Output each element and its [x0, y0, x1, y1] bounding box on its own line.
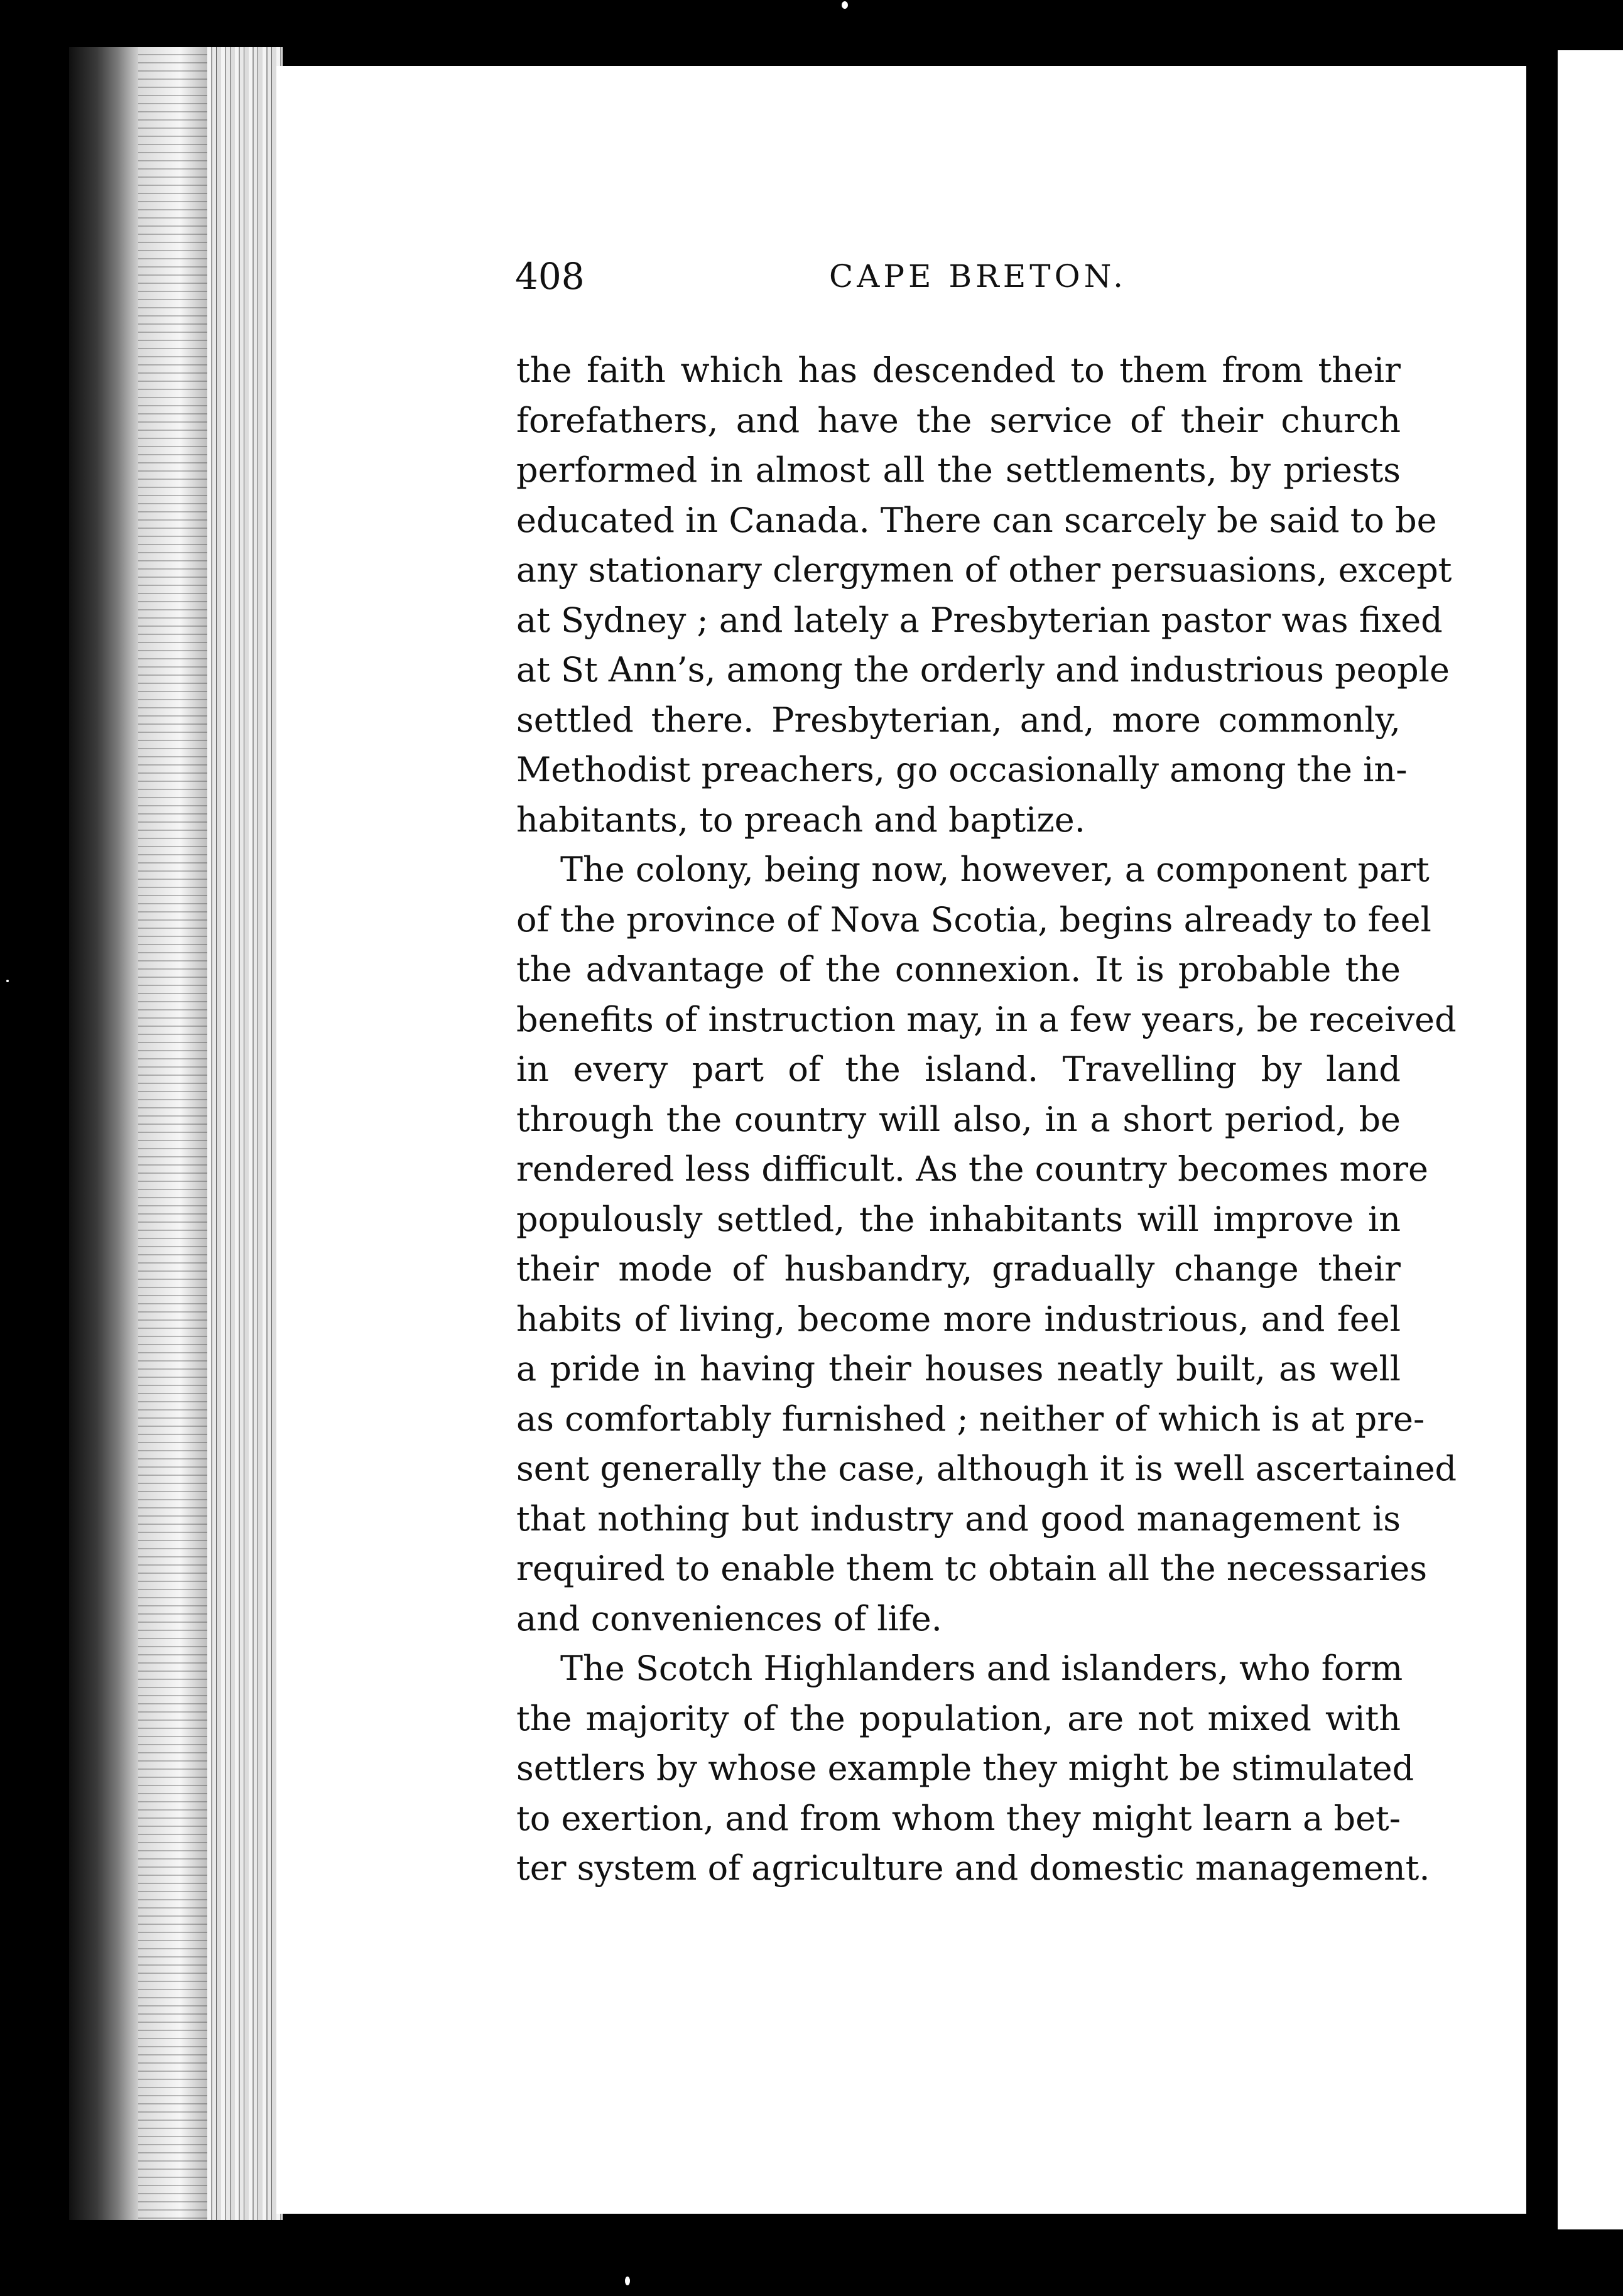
speck	[842, 1, 848, 9]
paragraph	[516, 1643, 1430, 1893]
text-line: and conveniences of life.	[516, 1598, 942, 1638]
text-line: any stationary clergymen of other persuasions, except	[516, 550, 1452, 590]
text-line: the faith which has descended to them from their	[516, 350, 1401, 390]
gutter	[1526, 50, 1558, 2229]
text-line: forefathers, and have the service of their church	[516, 400, 1401, 440]
text-line: The colony, being now, however, a component part	[560, 850, 1430, 889]
text-line: the advantage of the connexion. It is probable the	[516, 950, 1401, 989]
text-line: at Sydney ; and lately a Presbyterian pastor was fixed	[516, 600, 1443, 640]
text-line: their mode of husbandry, gradually change their	[516, 1249, 1401, 1289]
text-line: educated in Canada. There can scarcely be said to be	[516, 500, 1437, 540]
facing-page	[1558, 50, 1623, 2229]
running-head	[515, 251, 1394, 301]
text-line: as comfortably furnished ; neither of which is at pre-	[516, 1399, 1425, 1439]
text-line: performed in almost all the settlements, by priests	[516, 450, 1401, 490]
speck	[6, 980, 9, 982]
text-line: through the country will also, in a short period, be	[516, 1099, 1401, 1139]
text-line: habitants, to preach and baptize.	[516, 799, 1085, 840]
text-line: benefits of instruction may, in a few years, be received	[516, 999, 1457, 1039]
text-line: required to enable them tc obtain all the necessaries	[516, 1549, 1428, 1588]
text-line: rendered less difficult. As the country becomes more	[516, 1149, 1428, 1189]
text-line: The Scotch Highlanders and islanders, who form	[560, 1649, 1403, 1688]
text-line: a pride in having their houses neatly built, as well	[516, 1349, 1401, 1389]
text-line: settled there. Presbyterian, and, more commonly,	[516, 700, 1401, 740]
header-title: CAPE BRETON.	[829, 258, 1127, 295]
text-line: in every part of the island. Travelling by land	[516, 1049, 1401, 1089]
text-line: of the province of Nova Scotia, begins already to feel	[516, 899, 1431, 940]
paragraph	[516, 845, 1457, 1643]
paragraph	[516, 345, 1452, 845]
text-line: that nothing but industry and good management is	[516, 1498, 1401, 1539]
page-number: 408	[515, 255, 585, 298]
page-edge-leaves	[138, 47, 207, 2220]
text-line: sent generally the case, although it is well ascertained	[516, 1449, 1457, 1488]
body-text	[516, 345, 1457, 1893]
page-edges	[69, 47, 283, 2220]
text-line: settlers by whose example they might be stimulated	[516, 1748, 1414, 1788]
page-edge-shadow	[69, 47, 138, 2220]
text-line: the majority of the population, are not mixed with	[516, 1698, 1401, 1738]
text-line: to exertion, and from whom they might learn a bet-	[516, 1798, 1401, 1838]
text-line: ter system of agriculture and domestic management.	[516, 1848, 1430, 1888]
speck	[625, 2277, 630, 2285]
text-line: at St Ann’s, among the orderly and industrious people	[516, 650, 1450, 690]
text-line: habits of living, become more industrious, and feel	[516, 1299, 1401, 1339]
text-line: Methodist preachers, go occasionally among the in-	[516, 750, 1408, 789]
text-line: populously settled, the inhabitants will improve in	[516, 1199, 1401, 1239]
